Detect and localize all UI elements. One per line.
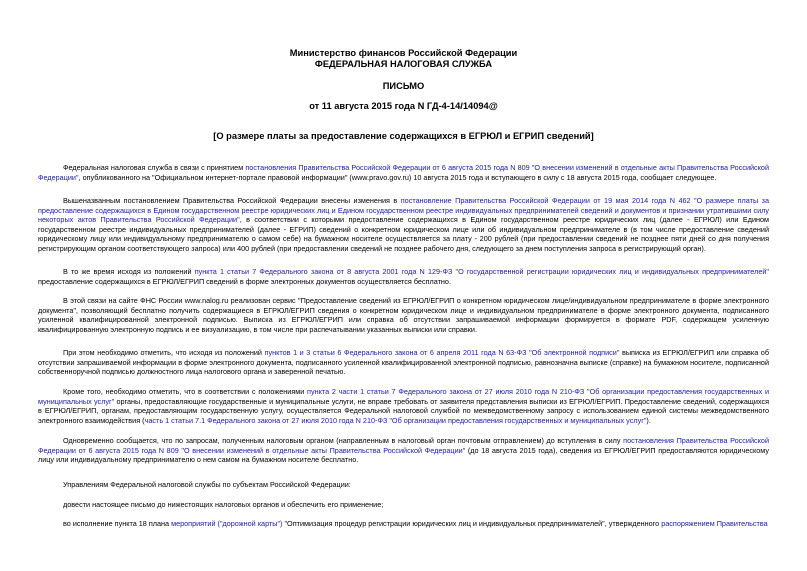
ministry-title: Министерство финансов Российской Федерации — [289, 48, 518, 58]
document-link[interactable]: пункта 2 части 1 статьи 7 Федерального закона от 27 июля 2010 года N 210-ФЗ "Об организации предоставления государственных и муниципальных услуг" — [38, 387, 769, 406]
paragraph-text: Федеральная налоговая служба в связи с принятием — [63, 163, 246, 172]
document-link[interactable]: мероприятий ("дорожной карты") — [171, 519, 283, 528]
paragraph-text: , в соответствии с которыми предоставление содержащихся в Едином государственном реестре юридических лиц (далее - ЕГРЮЛ) или Едином государственном реестре индивидуальных предпринимателей (далее - ЕГРИП) сведений о конкретном юридическом лице или об индивидуальном предпринимателе в (в том числе предоставление сведений юридическому лицу или индивидуальному предпринимателю о самом себе) на бумажном носителе осуществляется за плату - 200 рублей (при предоставлении сведений не позднее пяти дней со дня получения регистрирующим органом соответствующего запроса) или 400 рублей (при предоставлении сведений не позднее рабочего дня, следующего за днем поступления запроса в регистрирующий орган). — [38, 215, 770, 253]
paragraph-text: Кроме того, необходимо отметить, что в соответствии с положениями — [63, 387, 308, 396]
paragraph-text: При этом необходимо отметить, что исходя из положений — [63, 348, 265, 357]
paragraph — [38, 296, 769, 334]
doc-date-number: от 11 августа 2015 года N ГД-4-14/14094@ — [309, 101, 498, 111]
document-link[interactable]: постановление Правительства Российской Федерации от 19 мая 2014 года N 462 "О размере платы за предоставление содержащихся в Едином государственном реестре юридических лиц и Едином государственном реестре индивидуальных предпринимателей сведений и документов и признании утратившими силу некоторых актов Правительства Российской Федерации" — [38, 196, 769, 225]
paragraph-text: "Оптимизация процедур регистрации юридических лиц и индивидуальных предпринимателей", утвержденного — [282, 519, 662, 528]
paragraph — [38, 519, 769, 529]
doc-subject: [О размере платы за предоставление содержащихся в ЕГРЮЛ и ЕГРИП сведений] — [213, 131, 594, 141]
paragraph-text: (до 18 августа 2015 года), сведения из ЕГРЮЛ/ЕГРИП предоставляются юридическому лицу или индивидуальному предпринимателю о нем самом на бумажном носителе бесплатно. — [38, 445, 769, 465]
service-title: ФЕДЕРАЛЬНАЯ НАЛОГОВАЯ СЛУЖБА — [314, 59, 493, 69]
paragraph-text: В этой связи на сайте ФНС России www.nalog.ru реализован сервис "Предоставление сведений из ЕГРЮЛ/ЕГРИП о конкретном юридическом лице/индивидуальном предпринимателе в форме электронного документа", позволяющий бесплатно получить содержащиеся в ЕГРЮЛ/ЕГРИП сведения о конкретном юридическом лице и индивидуальном предпринимателе в форме электронного документа, подписанного усиленной квалифицированной электронной подписью. Выписка из ЕГРЮЛ/ЕГРИП или справка об отсутствии запрашиваемой информации формируется в формате PDF, содержащем усиленную квалифицированную электронную подпись и ее визуализацию, в том числе при распечатывании указанных выписки или справки. — [38, 296, 769, 334]
paragraph-text: довести настоящее письмо до нижестоящих налоговых органов и обеспечить его применение; — [63, 500, 384, 509]
paragraph-text: выписка из ЕГРЮЛ/ЕГРИП или справка об отсутствии запрашиваемой информации в форме электронного документа, подписанного усиленной квалифицированной электронной подписью, равнозначна выписке (справке) на бумажном носителе, подписанной собственноручной подписью должностного лица налогового органа и заверенной печатью. — [38, 348, 769, 377]
document-link[interactable]: часть 1 статьи 7.1 Федерального закона от 27 июля 2010 года N 210-ФЗ "Об организации предоставления государственных и муниципальных услуг" — [144, 415, 647, 425]
paragraph-text: ). — [646, 415, 651, 425]
paragraph-text: во исполнение пункта 18 плана — [63, 519, 172, 528]
paragraph-text: , опубликованного на "Официальном интернет-портале правовой информации" (www.pravo.gov.ru) 10 августа 2015 года и вступающего в силу с 18 августа 2015 года, сообщает следующее. — [78, 172, 717, 182]
document-link[interactable]: постановления Правительства Российской Федерации от 6 августа 2015 года N 809 "О внесении изменений в отдельные акты Правительства Российской Федерации" — [38, 163, 769, 182]
document-link[interactable]: пункта 1 статьи 7 Федерального закона от 8 августа 2001 года N 129-ФЗ "О государственной регистрации юридических лиц и индивидуальных предпринимателей" — [194, 267, 769, 276]
document-link[interactable]: пунктов 1 и 3 статьи 6 Федерального закона от 6 апреля 2011 года N 63-ФЗ "Об электронной подписи" — [264, 348, 620, 357]
paragraph — [38, 480, 769, 490]
paragraph-text: органы, предоставляющие государственные и муниципальные услуги, не вправе требовать от заявителя представления выписки из ЕГРЮЛ/ЕГРИП. Предоставление сведений, содержащихся в ЕГРЮЛ/ЕГРИП, органам, предоставляющим государственную услугу, осуществляется Федеральной налоговой службой по межведомственному запросу с использованием единой системы межведомственного электронного взаимодействия ( — [38, 396, 769, 425]
paragraph-text: В то же время исходя из положений — [63, 267, 195, 276]
paragraph — [38, 348, 769, 377]
paragraph — [38, 267, 769, 286]
doc-type: ПИСЬМО — [382, 81, 425, 91]
paragraph-text: Вышеназванным постановлением Правительства Российской Федерации внесены изменения в — [63, 196, 401, 205]
paragraph-text: предоставление содержащихся в ЕГРЮЛ/ЕГРИП сведений в форме электронных документов осуществляется бесплатно. — [38, 276, 451, 286]
paragraph — [38, 387, 769, 425]
paragraph-text: Управлениям Федеральной налоговой службы по субъектам Российской Федерации: — [63, 480, 351, 489]
paragraph — [38, 436, 769, 465]
paragraph — [38, 500, 769, 510]
paragraph — [38, 196, 769, 254]
paragraph — [38, 163, 769, 182]
document-link[interactable]: постановления Правительства Российской Федерации от 6 августа 2015 года N 809 "О внесении изменений в отдельные акты Правительства Российской Федерации" — [38, 436, 769, 455]
document-link[interactable]: распоряжением Правительства — [661, 519, 768, 528]
paragraph-text: Одновременно сообщается, что по запросам, полученным налоговым органом (направленным в налоговый орган почтовым отправлением) до вступления в силу — [63, 436, 624, 445]
